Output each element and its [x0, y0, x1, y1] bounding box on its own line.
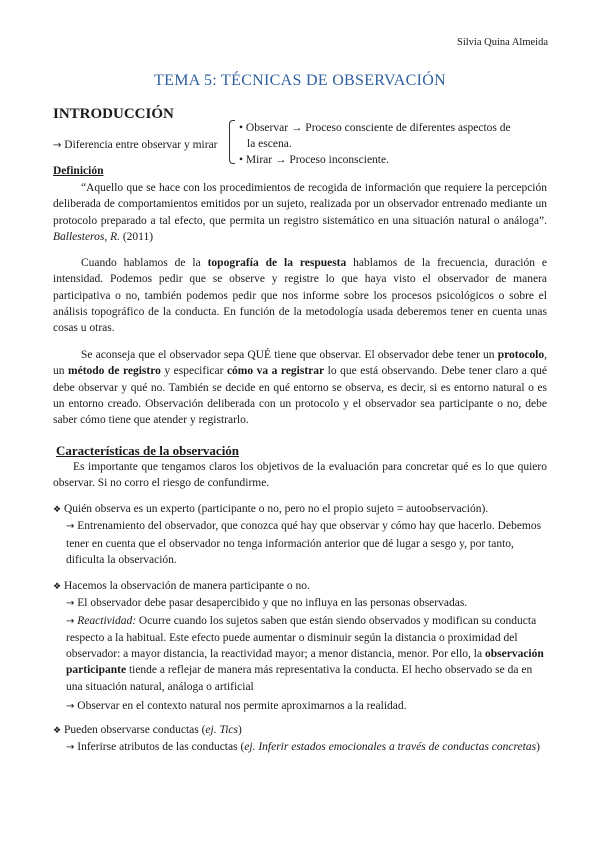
quote-text: “Aquello que se hace con los procedimientos de recogida de información que requiere la percepción deliberada de comportamientos emitidos por un sujeto, realizada por un observador entrenado mediante un protocolo preparado a tal efecto, que permita un registro sistemático en una situación natural o análoga”.: [53, 182, 547, 227]
arrow-icon: →: [66, 701, 75, 713]
item2-sub2-text-a: Ocurre cuando los sujetos saben que están siendo observados y modifican su conducta respecto a la habitual. Este efecto puede aumentar o disminuir según la distancia o proximidad del observador: a mayor distancia, la reactividad mayor; a menor distancia, menor. Por ello, la: [66, 614, 537, 661]
author-header: Silvia Quina Almeida: [457, 37, 548, 48]
item1-sub-text: Entrenamiento del observador, que conozca qué hay que observar y cómo hay que hacerlo. Debemos tener en cuenta que el observador no tenga información anterior que dé lugar a sesgo y, por tanto, dificulta la observación.: [66, 520, 542, 566]
quote-year: (2011): [122, 230, 154, 243]
list-item-experto: [53, 501, 547, 568]
reactividad-label: Reactividad:: [77, 614, 137, 627]
intro-text: Es importante que tengamos claros los objetivos de la evaluación para concretar qué es lo que quiero observar. Si no corro el riesgo de confundirme.: [53, 461, 547, 490]
brace-icon: [229, 120, 235, 164]
observar-item-cont: la escena.: [247, 138, 292, 150]
list-item-conductas: [53, 722, 547, 757]
item3-text-b: ): [238, 724, 242, 736]
item3-italic: ej. Tics: [205, 724, 239, 736]
arrow-icon: →: [66, 742, 75, 754]
item3-text-a: Pueden observarse conductas (: [63, 724, 206, 736]
item2-sub2-bold: observación participante: [66, 648, 544, 677]
quote-author: Ballesteros, R.: [53, 230, 120, 243]
p2-text-d: lo que está observando. Debe tener claro a qué debe observar y qué no. También se decide en qué entorno se observa, es decir, si es entorno natural o es un entorno creado. Observación deliberada con un protocolo y el observador sea participante o no, debe saber cómo tiene que atender y registrarlo.: [53, 365, 548, 427]
arrow-icon: →: [66, 615, 75, 627]
item2-sub1-text: El observador debe pasar desapercibido y que no influya en las personas observadas.: [77, 597, 468, 610]
diamond-bullet-icon: ❖: [53, 726, 62, 736]
p1-text-a: Cuando hablamos de la: [81, 257, 208, 269]
paragraph-topografia: [53, 255, 547, 336]
diff-label-text: Diferencia entre observar y mirar: [64, 139, 218, 151]
item2-sub1: [53, 595, 547, 612]
p2-bold-metodo: método de registro: [68, 365, 161, 378]
page-title: TEMA 5: TÉCNICAS DE OBSERVACIÓN: [154, 72, 446, 89]
definicion-quote: [53, 180, 547, 245]
section-heading-introduccion: INTRODUCCIÓN: [53, 106, 174, 122]
item1-sub: [53, 518, 547, 568]
paragraph-protocolo: [53, 347, 547, 428]
item2-text: Hacemos la observación de manera participante o no.: [63, 580, 310, 592]
item2-sub3-text: Observar en el contexto natural nos permite aproximarnos a la realidad.: [77, 700, 407, 713]
list-item-participante: [53, 578, 547, 715]
item3-sub-text-a: Inferirse atributos de las conductas (: [77, 741, 245, 754]
p2-text-c: y especificar: [160, 365, 227, 378]
diamond-bullet-icon: ❖: [53, 582, 62, 592]
p1-bold: topografía de la respuesta: [207, 257, 347, 269]
diff-list: [239, 120, 539, 168]
diamond-bullet-icon: ❖: [53, 505, 62, 515]
caracteristicas-intro: [53, 459, 547, 492]
p2-bold-como: cómo va a registrar: [226, 365, 325, 378]
item2-sub2: [53, 613, 547, 695]
item2-sub3: [53, 698, 547, 715]
arrow-icon: →: [66, 521, 75, 533]
diff-label: [53, 139, 218, 151]
p2-text-a: Se aconseja que el observador sepa QUÉ tiene que observar. El observador debe tener un: [81, 349, 498, 361]
definicion-heading: Definición: [53, 165, 104, 177]
item3-sub-text-b: ): [536, 741, 540, 754]
p2-text-b: , un: [53, 349, 547, 378]
arrow-icon: →: [53, 140, 62, 151]
item1-text: Quién observa es un experto (participante o no, pero no el propio sujeto = autoobservación).: [63, 503, 489, 515]
item3-sub: [53, 739, 547, 756]
item2-sub2-text-b: tiende a reflejar de manera más representativa la conducta. El hecho observado se da en una situación natural, análoga o artificial: [66, 664, 533, 693]
observar-item: • Observar → Proceso consciente de diferentes aspectos de: [239, 122, 511, 134]
item3-sub-italic: ej. Inferir estados emocionales a través de conductas concretas: [244, 741, 537, 754]
section-heading-caracteristicas: Características de la observación: [56, 443, 240, 458]
p2-bold-protocolo: protocolo: [497, 349, 545, 361]
p1-text-b: hablamos de la frecuencia, duración e intensidad. Podemos pedir que se observe y registre lo que haya visto el observador de manera participativa o no, también podemos pedir que nos informe sobre los procesos psicológicos o sobre el análisis topográfico de la conducta. En función de la metodología usada deberemos tener en cuenta unas cosas u otras.: [53, 257, 547, 335]
mirar-item: • Mirar → Proceso inconsciente.: [239, 154, 389, 166]
arrow-icon: →: [66, 598, 75, 610]
